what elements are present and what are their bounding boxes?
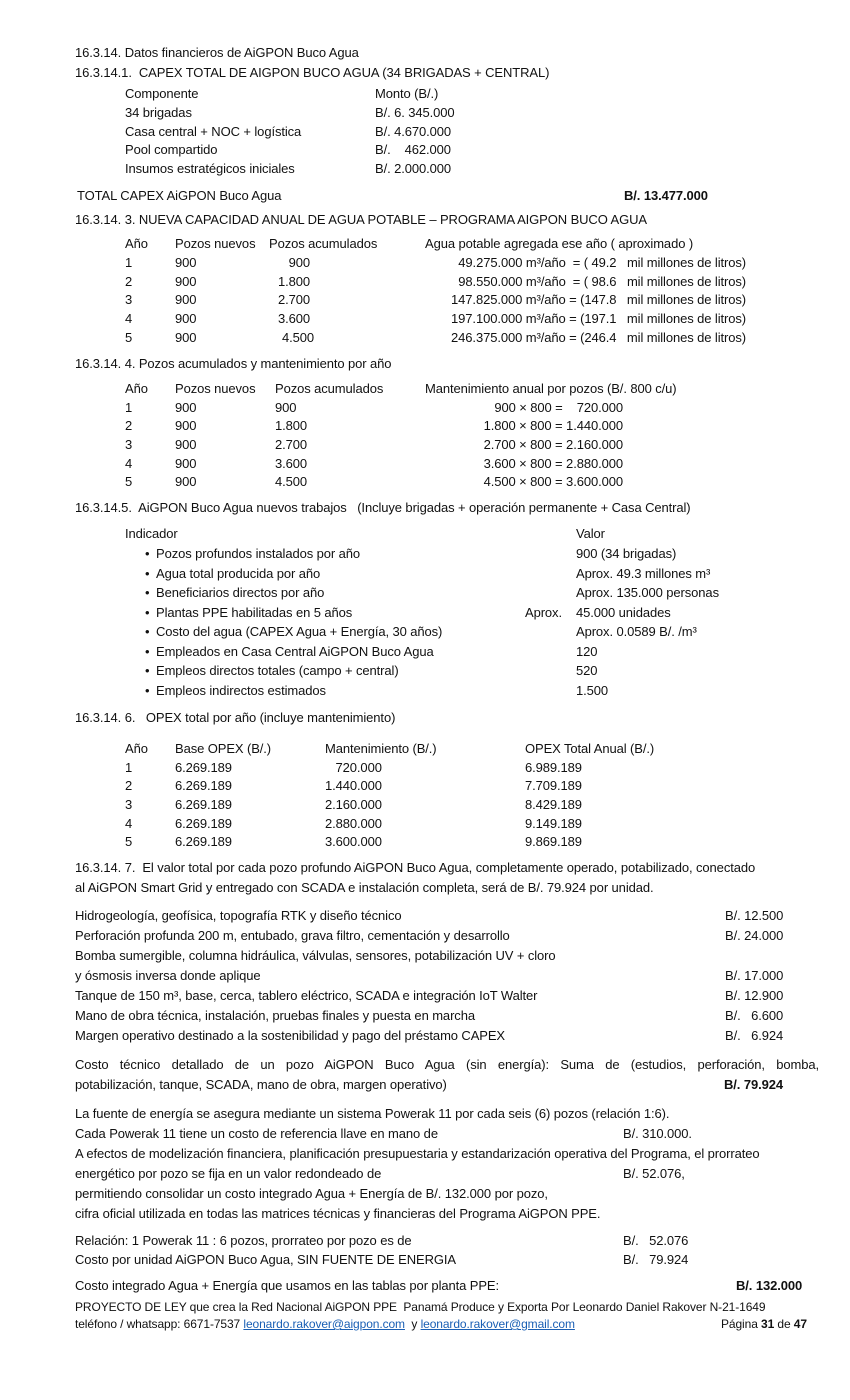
capacity-row-year: 3 (125, 292, 133, 307)
energy-p1: La fuente de energía se asegura mediante un sistema Powerak 11 por cada seis (6) pozos (relación 1:6). (75, 1106, 670, 1121)
capacity-row-year: 4 (125, 311, 133, 326)
jobs-indicator: • Plantas PPE habilitadas en 5 años (156, 605, 352, 621)
section-title: 16.3.14. Datos financieros de AiGPON Buco Agua (75, 45, 359, 60)
opex-row-maint: 3.600.000 (325, 834, 382, 849)
capacity-row-new: 900 (175, 255, 197, 270)
technical-cost-value: B/. 79.924 (724, 1077, 783, 1092)
capacity-header-new: Pozos nuevos (175, 236, 256, 251)
maint-row-year: 4 (125, 456, 133, 471)
capacity-row-new: 900 (175, 311, 197, 326)
opex-row-year: 5 (125, 834, 133, 849)
capacity-row-water: 246.375.000 m³/año = (246.4 mil millones de litros) (451, 330, 746, 345)
capex-row-value: B/. 2.000.000 (375, 161, 452, 176)
footer-contact (75, 1316, 575, 1332)
page-number (721, 1316, 807, 1332)
energy-p4-value: B/. 52.076, (623, 1166, 685, 1181)
capacity-row-year: 2 (125, 274, 133, 289)
opex-row-year: 3 (125, 797, 133, 812)
opex-row-total: 9.149.189 (525, 816, 582, 831)
footer-joiner: y (404, 1317, 421, 1331)
jobs-indicator: • Empleos directos totales (campo + central) (156, 663, 399, 679)
opex-row-maint: 720.000 (325, 760, 382, 775)
maint-row-year: 3 (125, 437, 133, 452)
opex-row-total: 6.989.189 (525, 760, 582, 775)
maint-row-new: 900 (175, 456, 197, 471)
page-of: de (774, 1317, 794, 1331)
jobs-value: 520 (576, 663, 598, 678)
maint-row-cum: 4.500 (275, 474, 308, 489)
energy-p4: energético por pozo se fija en un valor redondeado de (75, 1166, 382, 1181)
capacity-row-water: 98.550.000 m³/año = ( 98.6 mil millones de litros) (458, 274, 746, 289)
page-total: 47 (793, 1317, 807, 1331)
page-current: 31 (761, 1317, 775, 1331)
page-word: Página (721, 1317, 761, 1331)
unit-cost-value: B/. 79.924 (623, 1252, 689, 1267)
maint-header-year: Año (125, 381, 148, 396)
maint-row-cum: 1.800 (275, 418, 308, 433)
maint-header-cost: Mantenimiento anual por pozos (B/. 800 c/u) (425, 381, 677, 396)
capacity-row-cum: 3.600 (277, 311, 310, 326)
technical-cost-line2: potabilización, tanque, SCADA, mano de obra, margen operativo) (75, 1077, 447, 1092)
energy-p3: A efectos de modelización financiera, planificación presupuestaria y estandarización operativa del Programa, el prorrateo (75, 1146, 760, 1161)
capacity-row-water: 147.825.000 m³/año = (147.8 mil millones de litros) (451, 292, 746, 307)
integrated-cost-value: B/. 132.000 (736, 1278, 803, 1293)
capacity-row-cum: 900 (288, 255, 310, 270)
capacity-row-year: 5 (125, 330, 133, 345)
maint-row-cum: 3.600 (275, 456, 308, 471)
well-cost-item: y ósmosis inversa donde aplique (75, 968, 261, 983)
jobs-indicator: • Pozos profundos instalados por año (156, 546, 360, 562)
capex-row-value: B/. 6. 345.000 (375, 105, 455, 120)
energy-p2-value: B/. 310.000. (623, 1126, 692, 1141)
well-cost-value: B/. 12.900 (725, 988, 784, 1003)
capacity-row-water: 49.275.000 m³/año = ( 49.2 mil millones de litros) (458, 255, 746, 270)
well-cost-item: Bomba sumergible, columna hidráulica, válvulas, sensores, potabilización UV + cloro (75, 948, 556, 963)
jobs-header-indicator: Indicador (125, 526, 178, 541)
jobs-section-title: 16.3.14.5. AiGPON Buco Agua nuevos trabajos (Incluye brigadas + operación permanente + Casa Central) (75, 500, 691, 515)
email-link-aigpon[interactable]: leonardo.rakover@aigpon.com (243, 1317, 405, 1331)
capacity-row-new: 900 (175, 274, 197, 289)
well-cost-value: B/. 17.000 (725, 968, 784, 983)
maintenance-section-title: 16.3.14. 4. Pozos acumulados y mantenimiento por año (75, 356, 392, 371)
capex-total-value: B/. 13.477.000 (624, 188, 708, 203)
opex-row-total: 7.709.189 (525, 778, 582, 793)
capex-total-label: TOTAL CAPEX AiGPON Buco Agua (77, 188, 282, 203)
opex-row-year: 1 (125, 760, 133, 775)
maint-row-cost: 4.500 × 800 = 3.600.000 (483, 474, 623, 489)
opex-header-year: Año (125, 741, 148, 756)
opex-row-maint: 1.440.000 (325, 778, 382, 793)
capacity-row-cum: 1.800 (277, 274, 310, 289)
opex-row-base: 6.269.189 (175, 834, 232, 849)
well-cost-item: Margen operativo destinado a la sostenibilidad y pago del préstamo CAPEX (75, 1028, 506, 1043)
capacity-row-new: 900 (175, 292, 197, 307)
opex-row-year: 2 (125, 778, 133, 793)
opex-header-maint: Mantenimiento (B/.) (325, 741, 437, 756)
maint-row-cost: 2.700 × 800 = 2.160.000 (483, 437, 623, 452)
capacity-header-year: Año (125, 236, 148, 251)
maint-row-new: 900 (175, 474, 197, 489)
well-cost-value: B/. 12.500 (725, 908, 784, 923)
capacity-row-year: 1 (125, 255, 133, 270)
capacity-row-cum: 4.500 (281, 330, 314, 345)
ratio-label: Relación: 1 Powerak 11 : 6 pozos, prorrateo por pozo es de (75, 1233, 412, 1248)
maint-row-cum: 900 (275, 400, 297, 415)
jobs-value: 1.500 (576, 683, 609, 698)
jobs-value: Aprox. 49.3 millones m³ (576, 566, 711, 581)
opex-row-total: 9.869.189 (525, 834, 582, 849)
capex-subtitle: 16.3.14.1. CAPEX TOTAL DE AIGPON BUCO AGUA (34 BRIGADAS + CENTRAL) (75, 65, 550, 80)
well-cost-item: Perforación profunda 200 m, entubado, grava filtro, cementación y desarrollo (75, 928, 510, 943)
capex-row-value: B/. 462.000 (375, 142, 451, 157)
energy-p6: cifra oficial utilizada en todas las matrices técnicas y financieras del Programa AiGPON PPE. (75, 1206, 601, 1221)
opex-row-maint: 2.880.000 (325, 816, 382, 831)
maint-row-cum: 2.700 (275, 437, 308, 452)
jobs-value: 45.000 unidades (576, 605, 671, 620)
well-cost-value: B/. 6.600 (725, 1008, 784, 1023)
capex-row-label: Casa central + NOC + logística (125, 124, 302, 139)
technical-cost-line1: Costo técnico detallado de un pozo AiGPON Buco Agua (sin energía): Suma de (estudios, perforación, bomba, (75, 1057, 819, 1072)
jobs-indicator: • Empleos indirectos estimados (156, 683, 326, 699)
capex-header-monto: Monto (B/.) (375, 86, 439, 101)
opex-row-base: 6.269.189 (175, 760, 232, 775)
capacity-header-water: Agua potable agregada ese año ( aproximado ) (425, 236, 694, 251)
maint-header-new: Pozos nuevos (175, 381, 256, 396)
well-cost-item: Hidrogeología, geofísica, topografía RTK y diseño técnico (75, 908, 402, 923)
integrated-cost-label: Costo integrado Agua + Energía que usamos en las tablas por planta PPE: (75, 1278, 499, 1293)
jobs-indicator: • Costo del agua (CAPEX Agua + Energía, 30 años) (156, 624, 442, 640)
capex-row-value: B/. 4.670.000 (375, 124, 452, 139)
capex-row-label: 34 brigadas (125, 105, 192, 120)
capacity-header-cum: Pozos acumulados (269, 236, 378, 251)
jobs-header-value: Valor (576, 526, 605, 541)
email-link-gmail[interactable]: leonardo.rakover@gmail.com (420, 1317, 575, 1331)
opex-row-year: 4 (125, 816, 133, 831)
footer-phone: teléfono / whatsapp: 6671-7537 (75, 1317, 244, 1331)
maint-row-new: 900 (175, 437, 197, 452)
energy-p5: permitiendo consolidar un costo integrado Agua + Energía de B/. 132.000 por pozo, (75, 1186, 548, 1201)
capacity-section-title: 16.3.14. 3. NUEVA CAPACIDAD ANUAL DE AGUA POTABLE – PROGRAMA AIGPON BUCO AGUA (75, 212, 647, 227)
maint-row-new: 900 (175, 418, 197, 433)
maint-row-year: 5 (125, 474, 133, 489)
jobs-indicator: • Beneficiarios directos por año (156, 585, 324, 601)
opex-row-base: 6.269.189 (175, 816, 232, 831)
opex-row-total: 8.429.189 (525, 797, 582, 812)
maint-header-cum: Pozos acumulados (275, 381, 384, 396)
maint-row-cost: 900 × 800 = 720.000 (494, 400, 623, 415)
capex-header-componente: Componente (125, 86, 199, 101)
capex-row-label: Pool compartido (125, 142, 218, 157)
maint-row-year: 2 (125, 418, 133, 433)
jobs-value: 120 (576, 644, 598, 659)
jobs-value: 900 (34 brigadas) (576, 546, 677, 561)
jobs-value-prefix: Aprox. (525, 605, 562, 620)
jobs-value: Aprox. 135.000 personas (576, 585, 719, 600)
well-value-line1: 16.3.14. 7. El valor total por cada pozo profundo AiGPON Buco Agua, completamente operado, potabilizado, conectado (75, 860, 756, 875)
opex-row-maint: 2.160.000 (325, 797, 382, 812)
capacity-row-cum: 2.700 (277, 292, 310, 307)
footer-line1: PROYECTO DE LEY que crea la Red Nacional AiGPON PPE Panamá Produce y Exporta Por Leonardo Daniel Rakover N-21-1649 (75, 1300, 766, 1314)
capex-row-label: Insumos estratégicos iniciales (125, 161, 295, 176)
jobs-indicator: • Agua total producida por año (156, 566, 320, 582)
opex-row-base: 6.269.189 (175, 797, 232, 812)
maint-row-new: 900 (175, 400, 197, 415)
maint-row-year: 1 (125, 400, 133, 415)
well-cost-value: B/. 6.924 (725, 1028, 784, 1043)
maint-row-cost: 3.600 × 800 = 2.880.000 (483, 456, 623, 471)
capacity-row-water: 197.100.000 m³/año = (197.1 mil millones de litros) (451, 311, 746, 326)
ratio-value: B/. 52.076 (623, 1233, 689, 1248)
energy-p2: Cada Powerak 11 tiene un costo de referencia llave en mano de (75, 1126, 438, 1141)
well-cost-item: Mano de obra técnica, instalación, pruebas finales y puesta en marcha (75, 1008, 475, 1023)
opex-section-title: 16.3.14. 6. OPEX total por año (incluye mantenimiento) (75, 710, 396, 725)
well-cost-item: Tanque de 150 m³, base, cerca, tablero eléctrico, SCADA e integración IoT Walter (75, 988, 538, 1003)
opex-header-base: Base OPEX (B/.) (175, 741, 272, 756)
opex-row-base: 6.269.189 (175, 778, 232, 793)
jobs-value: Aprox. 0.0589 B/. /m³ (576, 624, 697, 639)
unit-cost-label: Costo por unidad AiGPON Buco Agua, SIN FUENTE DE ENERGIA (75, 1252, 456, 1267)
jobs-indicator: • Empleados en Casa Central AiGPON Buco Agua (156, 644, 434, 660)
maint-row-cost: 1.800 × 800 = 1.440.000 (483, 418, 623, 433)
well-value-line2: al AiGPON Smart Grid y entregado con SCADA e instalación completa, será de B/. 79.924 por unidad. (75, 880, 654, 895)
opex-header-total: OPEX Total Anual (B/.) (525, 741, 655, 756)
well-cost-value: B/. 24.000 (725, 928, 784, 943)
capacity-row-new: 900 (175, 330, 197, 345)
